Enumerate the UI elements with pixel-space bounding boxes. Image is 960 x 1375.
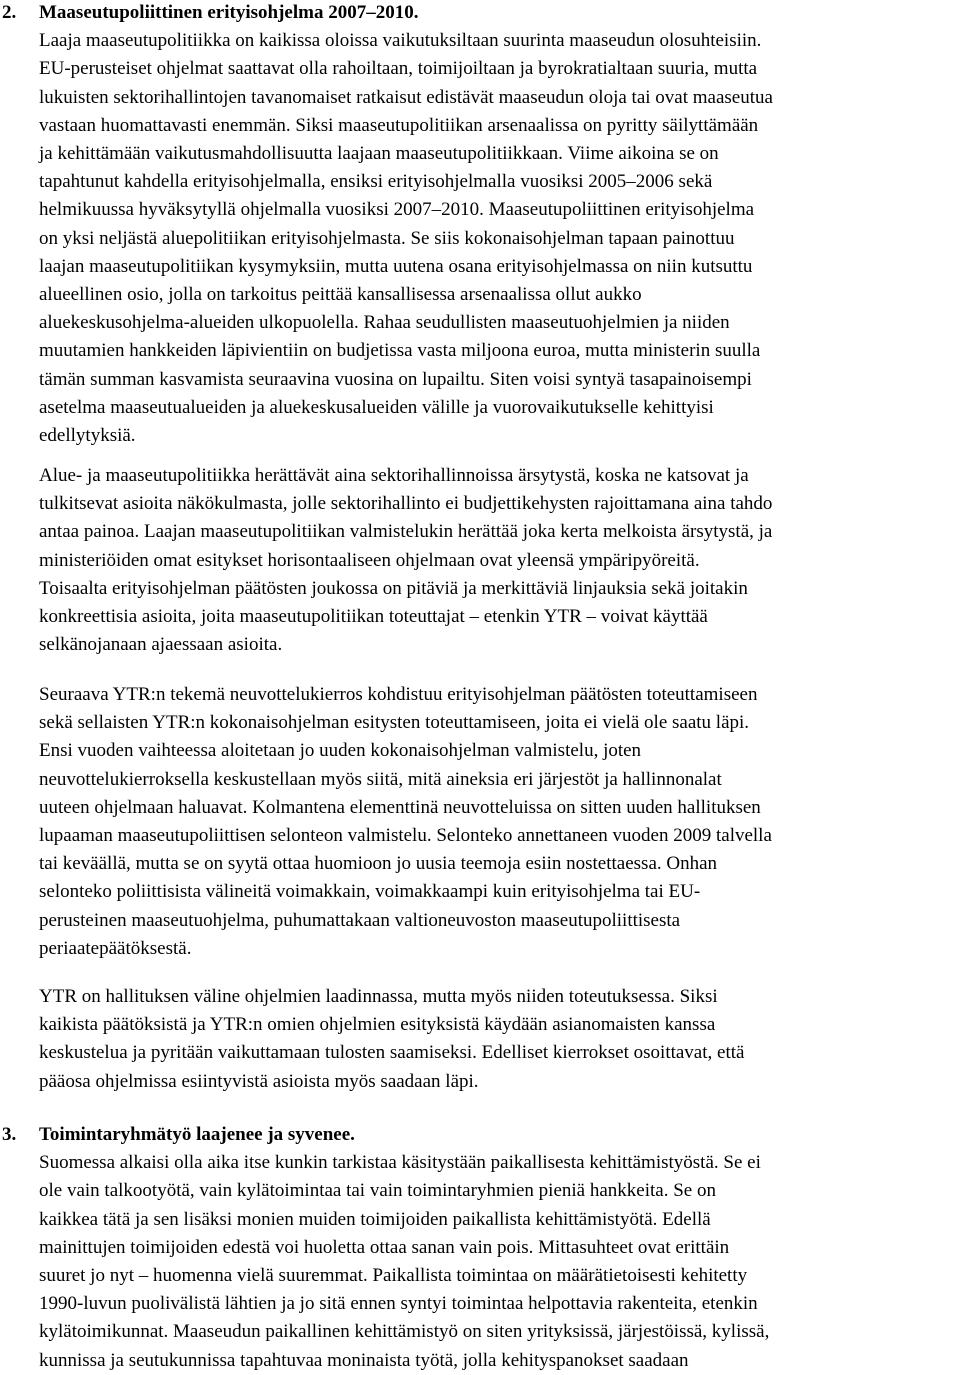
text-line: suuret jo nyt – huomenna vielä suuremmat. Paikallista toimintaa on määrätietoisesti kehitetty — [39, 1265, 748, 1287]
text-line: periaatepäätöksestä. — [39, 937, 192, 959]
text-line: ministeriöiden omat esitykset horisontaaliseen ohjelmaan ovat yleensä ympäripyöreitä. — [39, 549, 700, 571]
text-line: asetelma maaseutualueiden ja aluekeskusalueiden välille ja vuorovaikutukselle kehittyisi — [39, 396, 714, 418]
section-heading — [0, 0, 960, 27]
section-2-paragraph-3 — [0, 681, 960, 963]
text-line: selkänojanaan ajaessaan asioita. — [39, 634, 283, 656]
section-2-paragraph-4 — [0, 983, 960, 1096]
text-line: Laaja maaseutupolitiikka on kaikissa oloissa vaikutuksiltaan suurinta maaseudun olosuhteisiin. — [39, 30, 762, 52]
text-line: aluekeskusohjelma-alueiden ulkopuolella. Rahaa seudullisten maaseutuohjelmien ja niiden — [39, 312, 730, 334]
text-line: ja kehittämään vaikutusmahdollisuutta laajaan maaseutupolitiikkaan. Viime aikoina se on — [39, 143, 719, 165]
text-line: YTR on hallituksen väline ohjelmien laadinnassa, mutta myös niiden toteutuksessa. Siksi — [39, 986, 718, 1007]
text-line: alueellinen osio, jolla on tarkoitus peittää kansallisessa arsenaalissa ollut aukko — [39, 284, 642, 306]
section-2 — [0, 0, 960, 450]
text-line: Seuraava YTR:n tekemä neuvottelukierros kohdistuu erityisohjelman päätösten toteuttamiseen — [39, 684, 758, 705]
text-line: Toisaalta erityisohjelman päätösten joukossa on pitäviä ja merkittäviä linjauksia sekä joitakin — [39, 577, 748, 599]
text-line: on yksi neljästä aluepolitiikan erityisohjelmasta. Se siis kokonaisohjelman tapaan painottuu — [39, 227, 735, 249]
section-number: 3. — [2, 1124, 17, 1145]
text-line: uuteen ohjelmaan haluavat. Kolmantena elementtinä neuvotteluissa on sitten uuden hallituksen — [39, 796, 761, 818]
text-line: perusteinen maaseutuohjelma, puhumattakaan valtioneuvoston maaseutupoliittisesta — [39, 909, 681, 931]
text-line: sekä sellaisten YTR:n kokonaisohjelman esitysten toteuttamiseen, joita ei vielä ole saatu läpi. — [39, 712, 750, 734]
text-line: lukuisten sektorihallintojen tavanomaiset ratkaisut edistävät maaseudun oloja tai ovat maaseutua — [39, 86, 773, 108]
text-line: tulkitsevat asioita näkökulmasta, jolle sektorihallinto ei budjettikehysten rajoittamana aina tahdo — [39, 493, 773, 515]
text-line: muutamien hankkeiden läpivientiin on budjetissa vasta miljoona euroa, mutta ministerin suulla — [39, 340, 761, 362]
text-line: keskustelua ja pyritään vaikuttamaan tulosten saamiseksi. Edelliset kierrokset osoittavat, että — [39, 1042, 745, 1064]
text-line: kaikkea tätä ja sen lisäksi monien muiden toimijoiden paikallista kehittämistyötä. Edellä — [39, 1208, 711, 1230]
section-2-paragraph-2 — [0, 462, 960, 659]
section-heading — [0, 1121, 960, 1149]
text-line: tai keväällä, mutta se on syytä ottaa huomioon jo uusia teemoja esiin nostettaessa. Onhan — [39, 853, 718, 875]
text-line: tämän summan kasvamista seuraavina vuosina on lupailtu. Siten voisi syntyä tasapainoisempi — [39, 368, 752, 390]
text-line: vastaan huomattavasti enemmän. Siksi maaseutupolitiikan arsenaalissa on pyritty säilyttämään — [39, 114, 759, 136]
text-line: Suomessa alkaisi olla aika itse kunkin tarkistaa käsitystään paikallisesta kehittämistyöstä. Se ei — [39, 1152, 761, 1174]
paragraph-2 — [0, 462, 960, 659]
paragraph-3 — [0, 681, 960, 963]
text-line: laajan maaseutupolitiikan kysymyksiin, mutta uutena osana erityisohjelmassa on niin kutsuttu — [39, 255, 753, 277]
paragraph-5 — [0, 1149, 960, 1375]
text-line: kaikista päätöksistä ja YTR:n omien ohjelmien esityksistä käydään asianomaisten kanssa — [39, 1014, 716, 1036]
text-line: pääosa ohjelmissa esiintyvistä asioista myös saadaan läpi. — [39, 1070, 479, 1092]
text-line: EU-perusteiset ohjelmat saattavat olla rahoiltaan, toimijoiltaan ja byrokratialtaan suuria, mutta — [39, 58, 758, 80]
text-line: ole vain talkootyötä, vain kylätoimintaa tai vain toimintaryhmien pieniä hankkeita. Se on — [39, 1180, 716, 1202]
section-3 — [0, 1121, 960, 1375]
text-line: edellytyksiä. — [39, 425, 136, 447]
text-line: Alue- ja maaseutupolitiikka herättävät aina sektorihallinnoissa ärsytystä, koska ne katsovat ja — [39, 465, 749, 486]
text-line: 1990-luvun puolivälistä lähtien ja jo sitä ennen syntyi toimintaa helpottavia rakenteita, etenkin — [39, 1293, 758, 1315]
text-line: kunnissa ja seutukunnissa tapahtuvaa moninaista työtä, jolla kehityspanokset saadaan — [39, 1349, 689, 1371]
section-title: Toimintaryhmätyö laajenee ja syvenee. — [39, 1124, 355, 1145]
text-line: neuvottelukierroksella keskustellaan myös siitä, mitä aineksia eri järjestöt ja hallinnonalat — [39, 768, 722, 790]
text-line: selonteko poliittisista välineitä voimakkain, voimakkaampi kuin erityisohjelma tai EU- — [39, 881, 701, 903]
text-line: antaa painoa. Laajan maaseutupolitiikan valmistelukin herättää joka kerta melkoista ärsytystä, ja — [39, 521, 773, 543]
section-number: 2. — [2, 2, 17, 23]
text-line: helmikuussa hyväksytyllä ohjelmalla vuosiksi 2007–2010. Maaseutupoliittinen erityisohjelma — [39, 199, 755, 221]
text-line: mainittujen toimijoiden edestä voi huoletta ottaa sanan vain pois. Mittasuhteet ovat erittäin — [39, 1236, 730, 1258]
text-line: konkreettisia asioita, joita maaseutupolitiikan toteuttajat – etenkin YTR – voivat käyttää — [39, 606, 708, 628]
section-title: Maaseutupoliittinen erityisohjelma 2007–2010. — [39, 2, 419, 23]
paragraph-4 — [0, 983, 960, 1096]
text-line: Ensi vuoden vaihteessa aloitetaan jo uuden kokonaisohjelman valmistelu, joten — [39, 740, 642, 762]
text-line: lupaaman maaseutupoliittisen selonteon valmistelu. Selonteko annettaneen vuoden 2009 talvella — [39, 825, 772, 847]
text-line: tapahtunut kahdella erityisohjelmalla, ensiksi erityisohjelmalla vuosiksi 2005–2006 sekä — [39, 171, 713, 193]
text-line: kylätoimikunnat. Maaseudun paikallinen kehittämistyö on siten yrityksissä, järjestöissä, kylissä, — [39, 1321, 770, 1343]
paragraph-1 — [0, 27, 960, 450]
